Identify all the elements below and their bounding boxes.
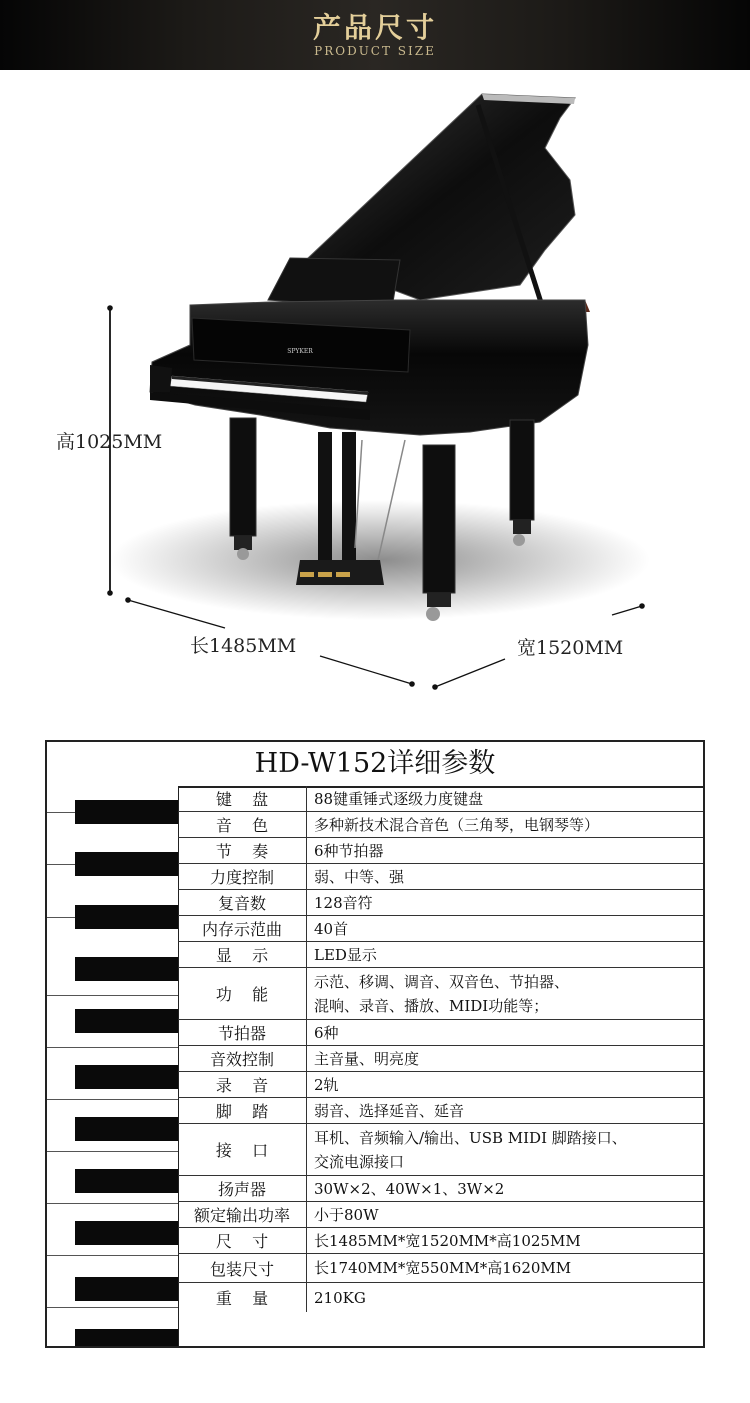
spec-row (178, 916, 703, 942)
spec-value: 小于80W (314, 1205, 379, 1224)
spec-row (178, 942, 703, 968)
banner-subtitle: PRODUCT SIZE (314, 44, 436, 58)
spec-row (178, 1020, 703, 1046)
spec-value: 40首 (314, 919, 349, 938)
spec-label: 节拍器 (178, 1020, 307, 1045)
spec-row (178, 838, 703, 864)
spec-value: 6种节拍器 (314, 841, 384, 860)
spec-row (178, 1254, 703, 1283)
spec-value: 主音量、明亮度 (314, 1049, 420, 1068)
product-dimension-area (0, 70, 750, 710)
piano-keys-decoration (47, 786, 179, 1346)
spec-row (178, 786, 703, 812)
spec-label: 重 量 (178, 1283, 307, 1312)
height-dimension-label: 高1025MM (56, 431, 163, 453)
spec-row (178, 1098, 703, 1124)
spec-value: 示范、移调、调音、双音色、节拍器、 混响、录音、播放、MIDI功能等； (314, 972, 570, 1015)
spec-label: 音效控制 (178, 1046, 307, 1071)
spec-value: 2轨 (314, 1075, 339, 1094)
spec-label: 功 能 (178, 968, 307, 1019)
spec-label: 扬声器 (178, 1176, 307, 1201)
spec-row (178, 1283, 703, 1312)
spec-row (178, 1202, 703, 1228)
spec-value: 长1485MM*宽1520MM*高1025MM (314, 1231, 581, 1250)
spec-value: 128音符 (314, 893, 373, 912)
spec-label: 显 示 (178, 942, 307, 967)
spec-label: 音 色 (178, 812, 307, 837)
spec-label: 复音数 (178, 890, 307, 915)
spec-value: 弱音、选择延音、延音 (314, 1101, 465, 1120)
header-banner (0, 0, 750, 70)
spec-label: 录 音 (178, 1072, 307, 1097)
spec-value: 210KG (314, 1288, 366, 1307)
spec-table-title: HD-W152详细参数 (47, 742, 703, 788)
spec-row (178, 968, 703, 1020)
spec-value: 长1740MM*宽550MM*高1620MM (314, 1259, 572, 1277)
spec-table (45, 740, 705, 1348)
spec-label: 内存示范曲 (178, 916, 307, 941)
spec-value: 30W×2、40W×1、3W×2 (314, 1179, 505, 1198)
spec-label: 节 奏 (178, 838, 307, 863)
spec-value: 耳机、音频输入/输出、USB MIDI 脚踏接口、 交流电源接口 (314, 1128, 627, 1171)
spec-label: 包装尺寸 (178, 1254, 307, 1282)
spec-row (178, 1176, 703, 1202)
length-dimension-label: 长1485MM (190, 635, 297, 657)
spec-label: 额定输出功率 (178, 1202, 307, 1227)
grand-piano-image (0, 70, 750, 710)
spec-label: 力度控制 (178, 864, 307, 889)
spec-row (178, 1124, 703, 1176)
spec-value: 6种 (314, 1023, 339, 1042)
banner-title: 产品尺寸 (312, 11, 437, 44)
spec-label: 接 口 (178, 1124, 307, 1175)
piano-brand-text: SPYKER (287, 348, 313, 355)
spec-row (178, 1046, 703, 1072)
spec-label: 键 盘 (178, 786, 307, 811)
spec-value: 弱、中等、强 (314, 867, 405, 886)
spec-value: 88键重锤式逐级力度键盘 (314, 789, 484, 808)
spec-row (178, 864, 703, 890)
spec-row (178, 1228, 703, 1254)
spec-row (178, 890, 703, 916)
spec-label: 尺 寸 (178, 1228, 307, 1253)
spec-value: 多种新技术混合音色（三角琴，电钢琴等） (314, 815, 600, 834)
width-dimension-label: 宽1520MM (517, 637, 624, 659)
spec-row (178, 812, 703, 838)
spec-row (178, 1072, 703, 1098)
spec-label: 脚 踏 (178, 1098, 307, 1123)
spec-value: LED显示 (314, 945, 377, 964)
